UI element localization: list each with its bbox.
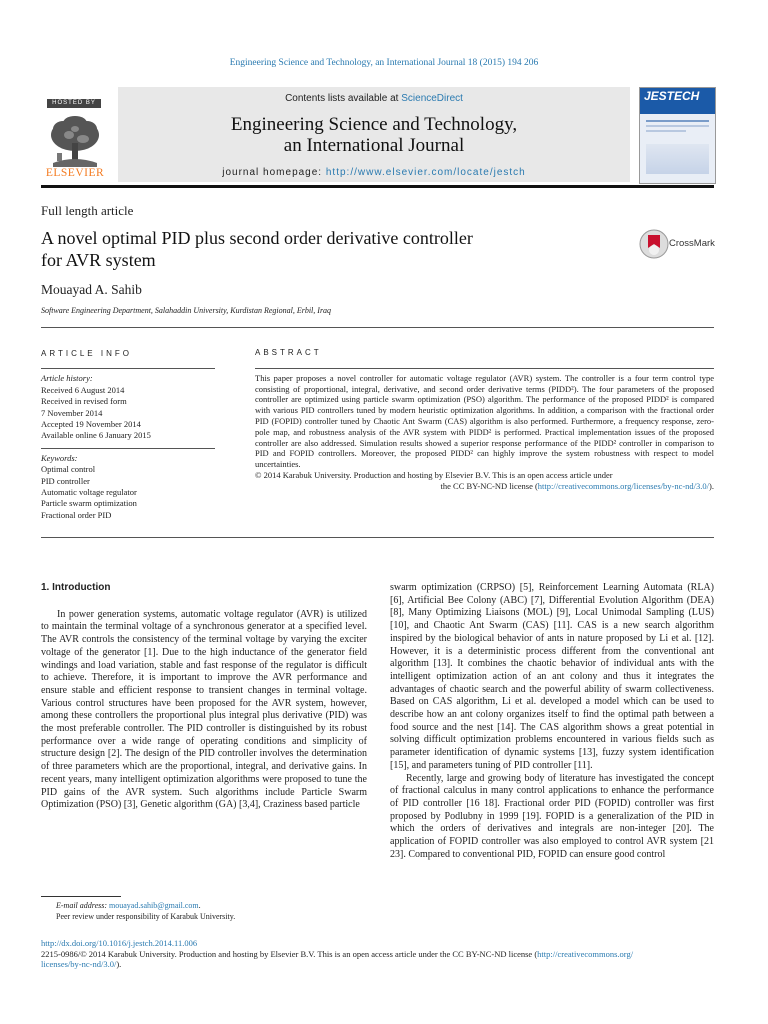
footer-license-link[interactable]: http://creativecommons.org/ [537,948,634,959]
sciencedirect-link[interactable]: ScienceDirect [401,93,463,104]
intro-paragraph: Recently, large and growing body of literature has investigated the concept of fractional calculus in many control applications to enhance the performance of PID controller [16 18]. Fractional order PID (FOPID) controller was first proposed by Podlubny in 1999 [19]. FOPID is a generalization of the PID in which the orders of derivatives and integrals are non-integer [20]. The application of FOPID controller was also employed to control AVR system [21 23]. Compared to conventional PID, FOPID can ensure good control [390,772,714,860]
email-footnote [56,900,356,911]
contents-prefix: Contents lists available at [285,93,402,104]
affiliation-rule [41,327,714,328]
abstract-rule [255,368,714,369]
article-info [41,348,215,521]
license-prefix: the CC BY-NC-ND license ( [440,480,538,491]
homepage-link[interactable]: http://www.elsevier.com/locate/jestch [325,167,526,178]
email-suffix: . [198,901,201,910]
keyword: Fractional order PID [41,509,112,520]
history-item: Received 6 August 2014 [41,384,125,395]
abstract [255,348,714,492]
keyword: Particle swarm optimization [41,498,137,509]
journal-header [41,87,714,182]
keywords-label: Keywords: [41,452,78,463]
page-footer [41,938,714,970]
issn-text: 2215-0986/© 2014 Karabuk University. Production and hosting by Elsevier B.V. This is an open access article under the CC BY-NC-ND license ( [41,948,538,959]
article-title-line2: for AVR system [41,250,156,270]
article-title [41,227,601,271]
intro-paragraph: swarm optimization (CRPSO) [5], Reinforcement Learning Automata (RLA) [6], Artificial Bee Colony (ABC) [7], Differential Evolution Algorithm (DEA) [8], Many Optimizing Liaisons (MOL) [9], Local Unimodal Sampling (LUS) [10], and Chaotic Ant Swarm (CAS) [11]. CAS is a new search algorithm inspired by the biological behavior of ants in nature proposed by Li et al. [12]. However, it is a deterministic process different from the conventional ant algorithm [13]. It combines the chaotic behavior of individual ants with the intelligent optimization action of an ant colony and thus it integrates the advantages of chaotic search and the powerful ability of swarm collectiveness. Based on CAS algorithm, Li et al. developed a model which can be used to describe how an ant colony organizes itself to find the optimal path between a food source and the nest [14]. The CAS algorithm shows a great potential in solving difficult optimization problems encountered in various fields such as parameter identification of dynamic systems [13], fuzzy system identification [15], and parameters tuning of PID controller [11]. [390,582,714,771]
footer-license-suffix: ). [116,959,122,970]
journal-title-line2: an International Journal [283,135,465,156]
abstract-copyright: © 2014 Karabuk University. Production and hosting by Elsevier B.V. This is an open access article under [255,469,613,480]
history-label: Article history: [41,373,93,384]
license-link[interactable]: http://creativecommons.org/licenses/by-nc-nd/3.0/ [537,480,710,491]
keyword: Automatic voltage regulator [41,487,137,498]
email-link[interactable]: mouayad.sahib@gmail.com [109,901,199,910]
footnotes [56,900,356,922]
header-rule [41,185,714,188]
footer-license-link-cont[interactable]: licenses/by-nc-nd/3.0/ [41,959,117,970]
journal-homepage [118,167,630,178]
history-item: Received in revised form [41,396,127,407]
crossmark-label: CrossMark [669,238,715,249]
crossmark-icon [638,228,670,260]
abstract-text: This paper proposes a novel controller for automatic voltage regulator (AVR) system. The controller is a four term control type consisting of proportional, integral, derivative, and second order derivative terms (PIDD²). The four parameters of the proposed controller are optimized using particle swarm optimization (PSO) algorithm. The performance of the proposed PIDD² is compared with various PID controllers tuned by modern heuristic optimization algorithms. In addition, a comparison with the fractional order PID (FOPID) controller tuned by Chaotic Ant Swarm (CAS) algorithm is also performed. Furthermore, a frequency response, zero-pole map, and robustness analysis of the AVR system with PIDD² is performed. Practical implementation issues of the proposed controller are also addressed. Simulation results showed a superior response performance of the PIDD² controller in comparison to PID and FOPID controllers. Moreover, the proposed PIDD² can highly improve the system robustness with respect to model uncertainties. [255,372,714,470]
journal-title [118,114,630,156]
article-info-rule [41,368,215,369]
publisher-name: ELSEVIER [45,167,105,179]
homepage-label: journal homepage: [222,167,326,178]
article-title-line1: A novel optimal PID plus second order derivative controller [41,228,473,248]
cover-title: JESTECH [640,88,715,114]
footer-license [41,949,714,970]
journal-title-line1: Engineering Science and Technology, [230,114,518,135]
article-info-heading: ARTICLE INFO [41,349,132,358]
abstract-license [255,481,714,492]
abstract-bottom-rule [41,537,714,538]
author-name: Mouayad A. Sahib [41,282,142,297]
email-label: E-mail address: [56,901,110,910]
history-item: 7 November 2014 [41,407,103,418]
history-item: Available online 6 January 2015 [41,430,151,441]
keyword: PID controller [41,475,90,486]
author-affiliation: Software Engineering Department, Salahaddin University, Kurdistan Regional, Erbil, Iraq [41,306,332,315]
journal-reference[interactable]: Engineering Science and Technology, an International Journal 18 (2015) 194 206 [229,58,539,68]
history-item: Accepted 19 November 2014 [41,419,141,430]
keyword: Optimal control [41,464,96,475]
article-type: Full length article [41,203,134,218]
hosted-by-label: HOSTED BY [47,99,101,108]
journal-cover-thumbnail[interactable] [639,87,716,184]
elsevier-logo[interactable] [45,99,105,177]
intro-left-column [41,582,367,812]
intro-right-column [390,582,714,861]
section-heading: 1. Introduction [41,582,111,593]
contents-line [118,93,630,104]
intro-paragraph: In power generation systems, automatic voltage regulator (AVR) is utilized to maintain the terminal voltage of a synchronous generator at a specified level. The AVR controls the consistency of the terminal voltage by varying the exciter voltage of the generator [1]. Due to the high inductance of the generator field windings and load variation, stable and fast response of the regulator is difficult to achieve. Therefore, it is important to improve the AVR performance and ensure stable and efficient response to transient changes in terminal voltage. Various control structures have been proposed for the AVR system, however, among these controllers the proportional plus integral plus derivative (PID) was the most preferable controller. The PID controller is distinguished by its robust performance over a wide range of operating conditions and simplicity of structure design [2]. The design of the PID controller involves the determination of three parameters which are the proportional, integral, and derivative gains. In recent years, many intelligent optimization algorithms were proposed to tune the PID gains of the AVR system. Such algorithms include Particle Swarm Optimization (PSO) [3], Genetic algorithm (GA) [3,4], Craziness based particle [41,608,367,811]
abstract-heading: ABSTRACT [255,348,322,357]
license-suffix: ). [709,480,714,491]
footnote-rule [41,896,121,897]
crossmark-badge[interactable] [638,228,718,260]
journal-masthead [118,87,630,182]
peer-review-note: Peer review under responsibility of Karabuk University. [56,912,236,921]
doi-link[interactable]: http://dx.doi.org/10.1016/j.jestch.2014.11.006 [41,938,198,948]
keywords-rule [41,448,215,449]
